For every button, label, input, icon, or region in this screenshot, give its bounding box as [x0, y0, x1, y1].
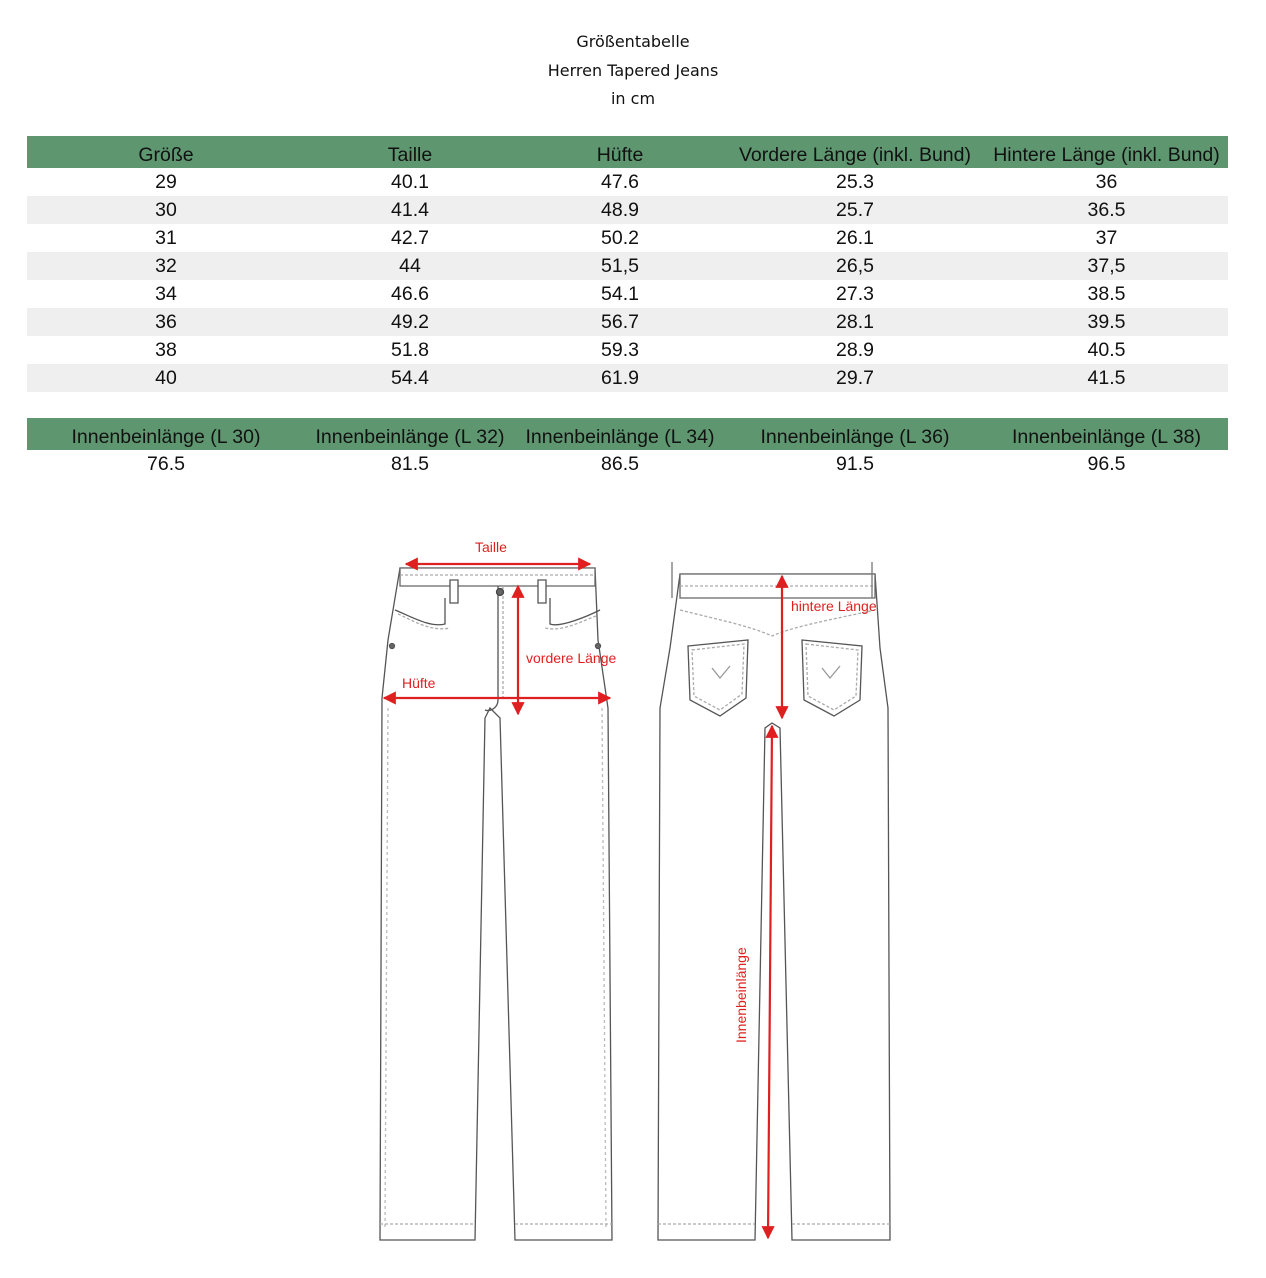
table-cell: 56.7 — [601, 310, 639, 333]
table-row — [27, 308, 1228, 336]
table-cell: 81.5 — [391, 452, 429, 475]
table-row — [27, 364, 1228, 392]
table-row — [27, 336, 1228, 364]
table-cell: 61.9 — [601, 366, 639, 389]
table-cell: 50.2 — [601, 226, 639, 249]
table-cell: 25.7 — [836, 198, 874, 221]
table-row — [27, 168, 1228, 196]
table-cell: 40.1 — [391, 170, 429, 193]
table-cell: 37,5 — [1087, 254, 1126, 277]
table-row — [27, 196, 1228, 224]
size-table — [27, 136, 1228, 392]
header-cell: Größe — [138, 143, 194, 166]
table-cell: 28.9 — [836, 338, 874, 361]
waist-label: Taille — [475, 539, 507, 555]
header-cell: Innenbeinlänge (L 30) — [71, 425, 261, 448]
table-cell: 38.5 — [1087, 282, 1126, 305]
header-cell: Taille — [387, 143, 433, 166]
header-cell: Hintere Länge (inkl. Bund) — [993, 143, 1220, 166]
table-cell: 27.3 — [836, 282, 874, 305]
header-cell: Vordere Länge (inkl. Bund) — [739, 143, 971, 166]
table-cell: 37 — [1095, 226, 1118, 249]
table-cell: 51.8 — [391, 338, 429, 361]
table-cell: 40.5 — [1087, 338, 1126, 361]
inseam-table-row — [27, 450, 1228, 478]
table-cell: 49.2 — [391, 310, 429, 333]
table-cell: 41.5 — [1087, 366, 1126, 389]
table-cell: 30 — [155, 198, 177, 221]
table-cell: 25.3 — [836, 170, 874, 193]
inseam-table-header — [27, 418, 1228, 450]
header-cell: Innenbeinlänge (L 32) — [315, 425, 505, 448]
size-table-body — [27, 168, 1228, 392]
table-cell: 31 — [155, 226, 177, 249]
header-cell: Innenbeinlänge (L 38) — [1011, 425, 1201, 448]
table-cell: 29.7 — [836, 366, 874, 389]
table-cell: 40 — [155, 366, 177, 389]
table-cell: 34 — [155, 282, 177, 305]
table-cell: 51,5 — [601, 254, 639, 277]
table-cell: 26,5 — [836, 254, 874, 277]
header-cell: Innenbeinlänge (L 34) — [525, 425, 715, 448]
table-cell: 36 — [155, 310, 177, 333]
table-cell: 54.1 — [601, 282, 639, 305]
title-block — [0, 28, 1266, 114]
header-cell: Hüfte — [596, 143, 644, 166]
table-cell: 54.4 — [391, 366, 429, 389]
header-cell: Innenbeinlänge (L 36) — [760, 425, 950, 448]
table-cell: 26.1 — [836, 226, 874, 249]
table-cell: 96.5 — [1087, 452, 1126, 475]
size-table-header — [27, 136, 1228, 168]
table-row — [27, 224, 1228, 252]
back-rise-label: hintere Länge — [791, 598, 877, 614]
table-row — [27, 280, 1228, 308]
table-cell: 38 — [155, 338, 177, 361]
table-cell: 36 — [1095, 170, 1118, 193]
jeans-measurement-diagram — [340, 528, 950, 1258]
table-row — [27, 252, 1228, 280]
table-cell: 29 — [155, 170, 177, 193]
table-cell: 28.1 — [836, 310, 874, 333]
title-line-1: Größentabelle — [576, 32, 690, 51]
title-line-2: Herren Tapered Jeans — [547, 60, 719, 80]
table-cell: 44 — [399, 254, 421, 277]
table-cell: 36.5 — [1087, 198, 1126, 221]
table-cell: 76.5 — [147, 452, 185, 475]
table-cell: 86.5 — [601, 452, 639, 475]
jeans-front-view — [380, 568, 612, 1240]
title-line-3: in cm — [610, 89, 656, 108]
inseam-table — [27, 418, 1228, 478]
inseam-label: Innenbeinlänge — [733, 947, 749, 1043]
table-cell: 48.9 — [601, 198, 639, 221]
inseam-arrow — [768, 726, 772, 1238]
table-cell: 59.3 — [601, 338, 639, 361]
table-cell: 32 — [155, 254, 177, 277]
table-cell: 91.5 — [836, 452, 874, 475]
hip-label: Hüfte — [402, 675, 436, 691]
table-cell: 42.7 — [391, 226, 429, 249]
jeans-back-view — [658, 562, 890, 1240]
front-rise-label: vordere Länge — [526, 650, 617, 666]
table-cell: 39.5 — [1087, 310, 1126, 333]
table-cell: 46.6 — [391, 282, 429, 305]
table-cell: 41.4 — [391, 198, 429, 221]
table-cell: 47.6 — [601, 170, 639, 193]
